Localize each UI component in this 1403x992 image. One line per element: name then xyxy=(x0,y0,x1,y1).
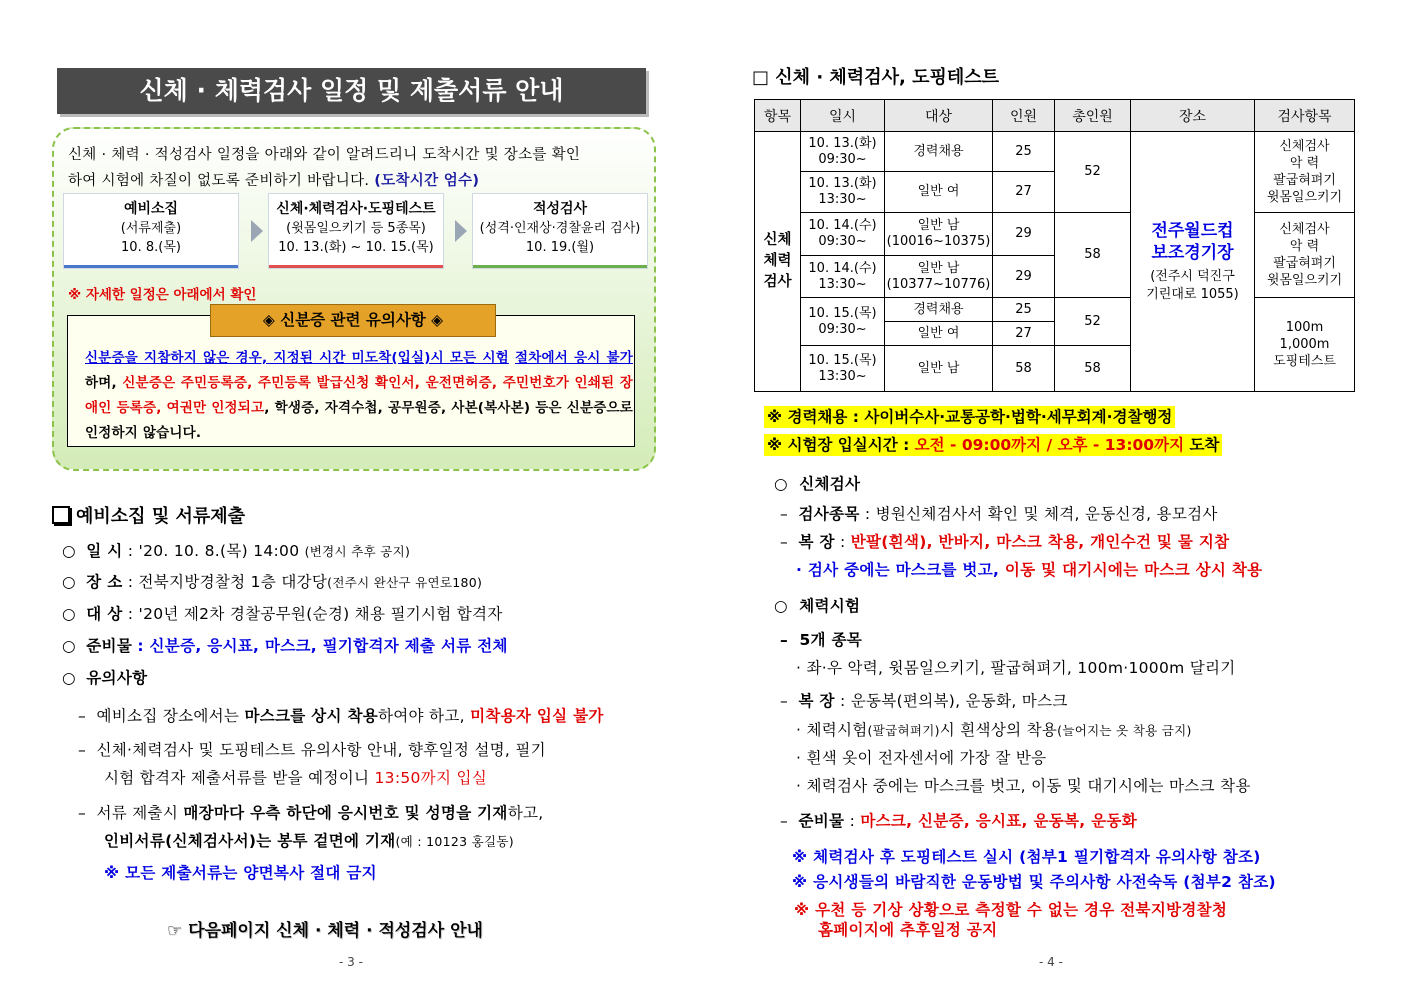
count-cell: 25 xyxy=(993,298,1055,322)
step-sub: (서류제출) xyxy=(120,221,182,236)
five-items-desc: · 좌·우 악력, 윗몸일으키기, 팔굽혀펴기, 100m·1000m 달리기 xyxy=(796,659,1236,677)
page-title: 신체 · 체력검사 일정 및 제출서류 안내 xyxy=(57,68,646,114)
highlight-career: ※ 경력채용 : 사이버수사·교통공학·법학·세무회계·경찰행정 xyxy=(764,405,1175,427)
target-cell: 경력채용 xyxy=(885,132,993,172)
total-cell: 52 xyxy=(1055,132,1131,213)
item-target: ○ 대 상 : '20년 제2차 경찰공무원(순경) 채용 필기시험 합격자 xyxy=(62,605,503,623)
target-cell: 일반 여 xyxy=(885,172,993,213)
step-bar xyxy=(269,265,443,268)
check-items: – 검사종목 : 병원신체검사서 확인 및 체격, 운동신경, 용모검사 xyxy=(780,505,1218,523)
note-weather: ※ 우천 등 기상 상황으로 측정할 수 없는 경우 전북지방경찰청 xyxy=(794,901,1228,919)
step-sub: (윗몸일으키기 등 5종목) xyxy=(286,221,426,236)
intro-text xyxy=(68,142,638,194)
highlight-entry-time: ※ 시험장 입실시간 : 오전 - 09:00까지 / 오후 - 13:00까지 도착 xyxy=(764,433,1222,455)
fitness-dress-note-3: · 체력검사 중에는 마스크를 벗고, 이동 및 대기시에는 마스크 착용 xyxy=(796,777,1251,795)
target-cell: 일반 여 xyxy=(885,322,993,346)
table-header-row xyxy=(755,100,1355,132)
page-number: - 3 - xyxy=(339,955,363,969)
checkbox-icon xyxy=(52,506,70,524)
detail-note: ※ 자세한 일정은 아래에서 확인 xyxy=(68,287,257,303)
col-header: 일시 xyxy=(801,100,885,132)
col-header: 검사항목 xyxy=(1255,100,1355,132)
caution-3: – 서류 제출시 매장마다 우측 하단에 응시번호 및 성명을 기재하고, xyxy=(78,804,544,822)
step-title: 적성검사 xyxy=(532,201,588,217)
date-cell: 10. 14.(수) 09:30~ xyxy=(801,213,885,256)
count-cell: 25 xyxy=(993,132,1055,172)
item-prep: ○ 준비물 : 신분증, 응시표, 마스크, 필기합격자 제출 서류 전체 xyxy=(62,637,508,655)
total-cell: 52 xyxy=(1055,298,1131,346)
fitness-dress-note-2: · 흰색 옷이 전자센서에 가장 잘 반응 xyxy=(796,749,1047,767)
next-page-note: ☞ 다음페이지 신체 · 체력 · 적성검사 안내 xyxy=(167,921,483,941)
item-date: ○ 일 시 : '20. 10. 8.(목) 14:00 (변경시 추후 공지) xyxy=(62,542,411,560)
item-place: ○ 장 소 : 전북지방경찰청 1층 대강당(전주시 완산구 유연로180) xyxy=(62,573,483,591)
five-items: – 5개 종목 xyxy=(780,631,863,649)
date-cell: 10. 14.(수) 13:30~ xyxy=(801,256,885,298)
col-header: 총인원 xyxy=(1055,100,1131,132)
step-date: 10. 19.(월) xyxy=(525,240,595,255)
caution-2-cont: 시험 합격자 제출서류를 받을 예정이니 13:50까지 입실 xyxy=(104,769,488,787)
step-aptitude xyxy=(473,194,647,268)
count-cell: 27 xyxy=(993,172,1055,213)
caution-2: – 신체·체력검사 및 도핑테스트 유의사항 안내, 향후일정 설명, 필기 xyxy=(78,741,546,759)
date-cell: 10. 13.(화) 13:30~ xyxy=(801,172,885,213)
schedule-table xyxy=(754,99,1355,392)
items-cell: 100m 1,000m 도핑테스트 xyxy=(1255,298,1355,392)
id-notice-text: 신분증을 지참하지 않은 경우, 지정된 시간 미도착(입실)시 모든 시험 절차에서 응시 불가하며, 신분증은 주민등록증, 주민등록 발급신청 확인서, 운전면허증, 주민번호가 인쇄된 장애인 등록증, 여권만 인정되고, 학생증, 자격수첩, 공무원증, 사본(복사본) 등은 신분증으로 인정하지 않습니다. xyxy=(85,350,634,441)
table-row xyxy=(755,132,1355,172)
step-title: 예비소집 xyxy=(123,201,179,217)
intro-line-1: 신체 · 체력 · 적성검사 일정을 아래와 같이 알려드리니 도착시간 및 장소를 확인 xyxy=(68,147,581,163)
target-cell: 일반 남 (10016~10375) xyxy=(885,213,993,256)
step-bar xyxy=(473,265,647,268)
caution-1: – 예비소집 장소에서는 마스크를 상시 착용하여야 하고, 미착용자 입실 불가 xyxy=(78,707,604,725)
section-heading-preliminary: 예비소집 및 서류제출 xyxy=(52,502,245,528)
col-header: 인원 xyxy=(993,100,1055,132)
step-bar xyxy=(64,265,238,268)
total-cell: 58 xyxy=(1055,346,1131,392)
col-header: 대상 xyxy=(885,100,993,132)
heading-fitness: ○ 체력시험 xyxy=(774,597,861,615)
venue-address: (전주시 덕진구 기린대로 1055) xyxy=(1146,268,1239,302)
step-sub: (성격·인재상·경찰윤리 검사) xyxy=(479,221,641,236)
total-cell: 58 xyxy=(1055,213,1131,298)
table-row xyxy=(755,213,1355,256)
step-date: 10. 8.(목) xyxy=(121,240,181,255)
step-title: 신체·체력검사·도핑테스트 xyxy=(276,201,436,217)
fitness-prep: – 준비물 : 마스크, 신분증, 응시표, 운동복, 운동화 xyxy=(780,812,1137,830)
note-weather-cont: 홈페이지에 추후일정 공지 xyxy=(818,921,998,939)
count-cell: 29 xyxy=(993,256,1055,298)
col-header: 항목 xyxy=(755,100,801,132)
mask-note: · 검사 중에는 마스크를 벗고, 이동 및 대기시에는 마스크 상시 착용 xyxy=(796,561,1263,579)
id-notice-title: ◈ 신분증 관련 유의사항 ◈ xyxy=(210,304,496,337)
col-header: 장소 xyxy=(1131,100,1255,132)
caution-4: ※ 모든 제출서류는 양면복사 절대 금지 xyxy=(104,864,377,882)
intro-line-2: 하여 시험에 차질이 없도록 준비하기 바랍니다. (도착시간 엄수) xyxy=(68,173,480,189)
fitness-dress: – 복 장 : 운동복(편의복), 운동화, 마스크 xyxy=(780,692,1068,710)
section-heading-physical: □ 신체 · 체력검사, 도핑테스트 xyxy=(752,67,1000,88)
caution-3-cont: 인비서류(신체검사서)는 봉투 겉면에 기재(예 : 10123 홍길동) xyxy=(104,832,514,850)
count-cell: 27 xyxy=(993,322,1055,346)
venue-cell xyxy=(1131,132,1255,392)
note-exercise: ※ 응시생들의 바람직한 운동방법 및 주의사항 사전숙독 (첨부2 참조) xyxy=(792,873,1276,891)
step-preliminary xyxy=(64,194,238,268)
venue-name: 전주월드컵 보조경기장 xyxy=(1151,220,1234,263)
heading-body-check: ○ 신체검사 xyxy=(774,475,861,493)
fitness-dress-note-1: · 체력시험(팔굽혀펴기)시 흰색상의 착용(늘어지는 옷 착용 금지) xyxy=(796,721,1192,739)
dress-code: – 복 장 : 반팔(흰색), 반바지, 마스크 착용, 개인수건 및 물 지참 xyxy=(780,533,1230,551)
step-physical xyxy=(269,194,443,268)
count-cell: 29 xyxy=(993,213,1055,256)
items-cell: 신체검사 악 력 팔굽혀펴기 윗몸일으키기 xyxy=(1255,132,1355,213)
target-cell: 일반 남 xyxy=(885,346,993,392)
page-number: - 4 - xyxy=(1039,955,1063,969)
target-cell: 경력채용 xyxy=(885,298,993,322)
step-date: 10. 13.(화) ~ 10. 15.(목) xyxy=(278,240,434,255)
items-cell: 신체검사 악 력 팔굽혀펴기 윗몸일으키기 xyxy=(1255,213,1355,298)
date-cell: 10. 15.(목) 13:30~ xyxy=(801,346,885,392)
note-doping: ※ 체력검사 후 도핑테스트 실시 (첨부1 필기합격자 유의사항 참조) xyxy=(792,848,1261,866)
count-cell: 58 xyxy=(993,346,1055,392)
target-cell: 일반 남 (10377~10776) xyxy=(885,256,993,298)
table-row xyxy=(755,298,1355,322)
date-cell: 10. 15.(목) 09:30~ xyxy=(801,298,885,346)
category-cell: 신체 체력 검사 xyxy=(755,132,801,392)
item-caution: ○ 유의사항 xyxy=(62,669,148,687)
date-cell: 10. 13.(화) 09:30~ xyxy=(801,132,885,172)
